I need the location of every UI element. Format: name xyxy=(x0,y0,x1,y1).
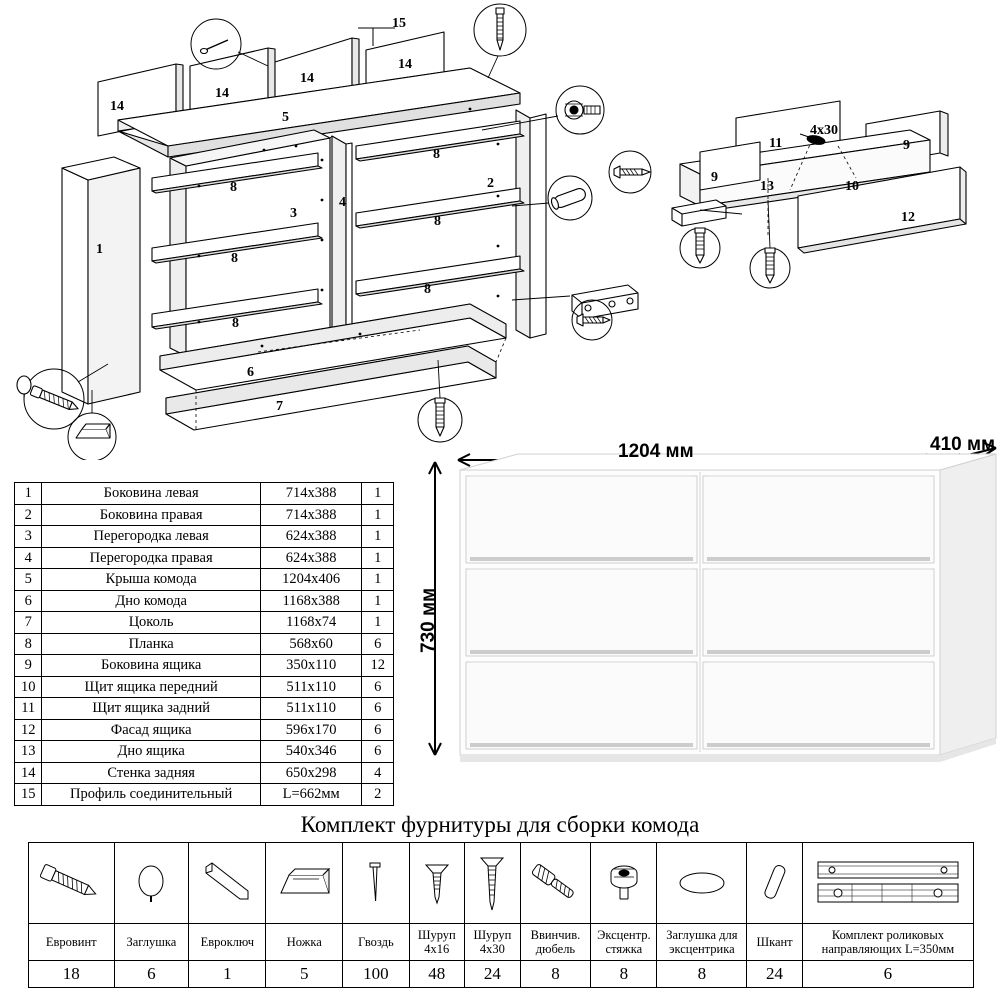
kit-item-count: 18 xyxy=(29,961,115,988)
callout-1: 1 xyxy=(96,242,103,257)
part-size: 568х60 xyxy=(260,633,362,655)
callout-4: 4 xyxy=(339,195,346,210)
kit-item-name: Шкант xyxy=(747,924,803,961)
part-qty: 6 xyxy=(362,633,394,655)
kit-item-count: 8 xyxy=(591,961,657,988)
table-row xyxy=(15,483,394,505)
table-row xyxy=(15,612,394,634)
kit-item-name: Шуруп 4х16 xyxy=(409,924,465,961)
table-row xyxy=(15,633,394,655)
callout-15: 15 xyxy=(392,16,406,31)
kit-item-name: Ввинчив. дюбель xyxy=(520,924,591,961)
kit-item-count: 100 xyxy=(343,961,409,988)
table-row xyxy=(15,698,394,720)
foot-icon xyxy=(266,843,343,924)
assembly-svg xyxy=(0,0,1000,460)
screw-4x30-label: 4х30 xyxy=(810,123,838,138)
hardware-kit-title: Комплект фурнитуры для сборки комода xyxy=(300,812,700,837)
callout-8a: 8 xyxy=(230,180,237,195)
depth-dimension-label: 410 мм xyxy=(930,434,996,455)
screw-4x30-icon xyxy=(465,843,521,924)
part-qty: 6 xyxy=(362,698,394,720)
part-qty: 1 xyxy=(362,547,394,569)
callout-9a: 9 xyxy=(711,170,718,185)
callout-14a: 14 xyxy=(110,99,124,114)
width-dimension-label: 1204 мм xyxy=(618,441,694,462)
part-name: Планка xyxy=(42,633,260,655)
part-size: 540х346 xyxy=(260,741,362,763)
part-number: 14 xyxy=(15,762,42,784)
part-name: Перегородка правая xyxy=(42,547,260,569)
part-number: 6 xyxy=(15,590,42,612)
kit-item-name: Комплект роликовых направляющих L=350мм xyxy=(802,924,973,961)
part-name: Дно ящика xyxy=(42,741,260,763)
callout-11: 11 xyxy=(769,136,783,151)
part-size: 624х388 xyxy=(260,526,362,548)
part-qty: 6 xyxy=(362,719,394,741)
kit-item-count: 8 xyxy=(657,961,747,988)
kit-item-name: Ножка xyxy=(266,924,343,961)
callout-6: 6 xyxy=(247,365,254,380)
part-name: Профиль соединительный xyxy=(42,784,260,806)
callout-8e: 8 xyxy=(434,214,441,229)
kit-item-count: 8 xyxy=(520,961,591,988)
callout-7: 7 xyxy=(276,399,283,414)
part-qty: 4 xyxy=(362,762,394,784)
callout-8d: 8 xyxy=(433,147,440,162)
part-size: 1168х74 xyxy=(260,612,362,634)
kit-item-count: 48 xyxy=(409,961,465,988)
dowel-pin-icon xyxy=(747,843,803,924)
table-row xyxy=(15,762,394,784)
allen-key-icon xyxy=(189,843,266,924)
part-number: 10 xyxy=(15,676,42,698)
table-row xyxy=(15,784,394,806)
part-size: 350х110 xyxy=(260,655,362,677)
part-name: Дно комода xyxy=(42,590,260,612)
table-row xyxy=(15,569,394,591)
slide-rail-icon xyxy=(802,843,973,924)
callout-10: 10 xyxy=(845,179,859,194)
kit-item-count: 6 xyxy=(802,961,973,988)
callout-13: 13 xyxy=(760,179,774,194)
part-size: 650х298 xyxy=(260,762,362,784)
table-row xyxy=(15,719,394,741)
part-number: 12 xyxy=(15,719,42,741)
kit-item-count: 5 xyxy=(266,961,343,988)
kit-item-name: Гвоздь xyxy=(343,924,409,961)
part-size: 511х110 xyxy=(260,698,362,720)
part-qty: 1 xyxy=(362,483,394,505)
part-name: Боковина ящика xyxy=(42,655,260,677)
callout-14d: 14 xyxy=(398,57,412,72)
part-size: L=662мм xyxy=(260,784,362,806)
part-size: 714х388 xyxy=(260,504,362,526)
table-row xyxy=(15,547,394,569)
screw-4x16-icon xyxy=(409,843,465,924)
kit-item-count: 6 xyxy=(114,961,189,988)
euro-screw-icon xyxy=(29,843,115,924)
table-row xyxy=(15,590,394,612)
callout-14b: 14 xyxy=(215,86,229,101)
part-number: 7 xyxy=(15,612,42,634)
height-dimension-label: 730 мм xyxy=(418,587,439,653)
parts-table xyxy=(14,482,394,806)
part-name: Цоколь xyxy=(42,612,260,634)
callout-8b: 8 xyxy=(231,251,238,266)
part-name: Щит ящика передний xyxy=(42,676,260,698)
kit-item-name: Эксцентр. стяжка xyxy=(591,924,657,961)
callout-9b: 9 xyxy=(903,138,910,153)
table-row xyxy=(15,655,394,677)
part-qty: 6 xyxy=(362,676,394,698)
callout-5: 5 xyxy=(282,110,289,125)
part-qty: 1 xyxy=(362,569,394,591)
part-size: 511х110 xyxy=(260,676,362,698)
part-qty: 1 xyxy=(362,504,394,526)
part-name: Стенка задняя xyxy=(42,762,260,784)
kit-item-name: Евровинт xyxy=(29,924,115,961)
part-number: 2 xyxy=(15,504,42,526)
callout-12: 12 xyxy=(901,210,915,225)
hardware-kit-table xyxy=(28,842,974,988)
part-size: 1204х406 xyxy=(260,569,362,591)
part-number: 9 xyxy=(15,655,42,677)
part-number: 1 xyxy=(15,483,42,505)
part-number: 5 xyxy=(15,569,42,591)
cam-cap-icon xyxy=(657,843,747,924)
part-name: Крыша комода xyxy=(42,569,260,591)
part-size: 1168х388 xyxy=(260,590,362,612)
callout-14c: 14 xyxy=(300,71,314,86)
part-name: Щит ящика задний xyxy=(42,698,260,720)
kit-item-count: 1 xyxy=(189,961,266,988)
table-row xyxy=(15,741,394,763)
part-number: 11 xyxy=(15,698,42,720)
part-number: 8 xyxy=(15,633,42,655)
table-row xyxy=(15,526,394,548)
part-qty: 2 xyxy=(362,784,394,806)
kit-item-count: 24 xyxy=(747,961,803,988)
kit-item-name: Заглушка для эксцентрика xyxy=(657,924,747,961)
part-size: 714х388 xyxy=(260,483,362,505)
part-qty: 1 xyxy=(362,612,394,634)
callout-8c: 8 xyxy=(232,316,239,331)
part-name: Фасад ящика xyxy=(42,719,260,741)
kit-item-name: Шуруп 4х30 xyxy=(465,924,521,961)
product-photo-with-dimensions xyxy=(400,410,1000,810)
nail-icon xyxy=(343,843,409,924)
table-row xyxy=(15,676,394,698)
part-name: Перегородка левая xyxy=(42,526,260,548)
callout-8f: 8 xyxy=(424,282,431,297)
part-number: 4 xyxy=(15,547,42,569)
dowel-icon xyxy=(520,843,591,924)
dresser-render xyxy=(400,410,1000,810)
kit-item-name: Заглушка xyxy=(114,924,189,961)
part-qty: 1 xyxy=(362,526,394,548)
part-size: 624х388 xyxy=(260,547,362,569)
cam-lock-icon xyxy=(591,843,657,924)
callout-2: 2 xyxy=(487,176,494,191)
part-size: 596х170 xyxy=(260,719,362,741)
part-number: 15 xyxy=(15,784,42,806)
part-name: Боковина левая xyxy=(42,483,260,505)
exploded-assembly-diagram xyxy=(0,0,1000,460)
part-qty: 1 xyxy=(362,590,394,612)
part-qty: 12 xyxy=(362,655,394,677)
kit-item-name: Евроключ xyxy=(189,924,266,961)
callout-3: 3 xyxy=(290,206,297,221)
table-row xyxy=(15,504,394,526)
part-name: Боковина правая xyxy=(42,504,260,526)
part-number: 13 xyxy=(15,741,42,763)
cap-icon xyxy=(114,843,189,924)
part-qty: 6 xyxy=(362,741,394,763)
kit-item-count: 24 xyxy=(465,961,521,988)
part-number: 3 xyxy=(15,526,42,548)
